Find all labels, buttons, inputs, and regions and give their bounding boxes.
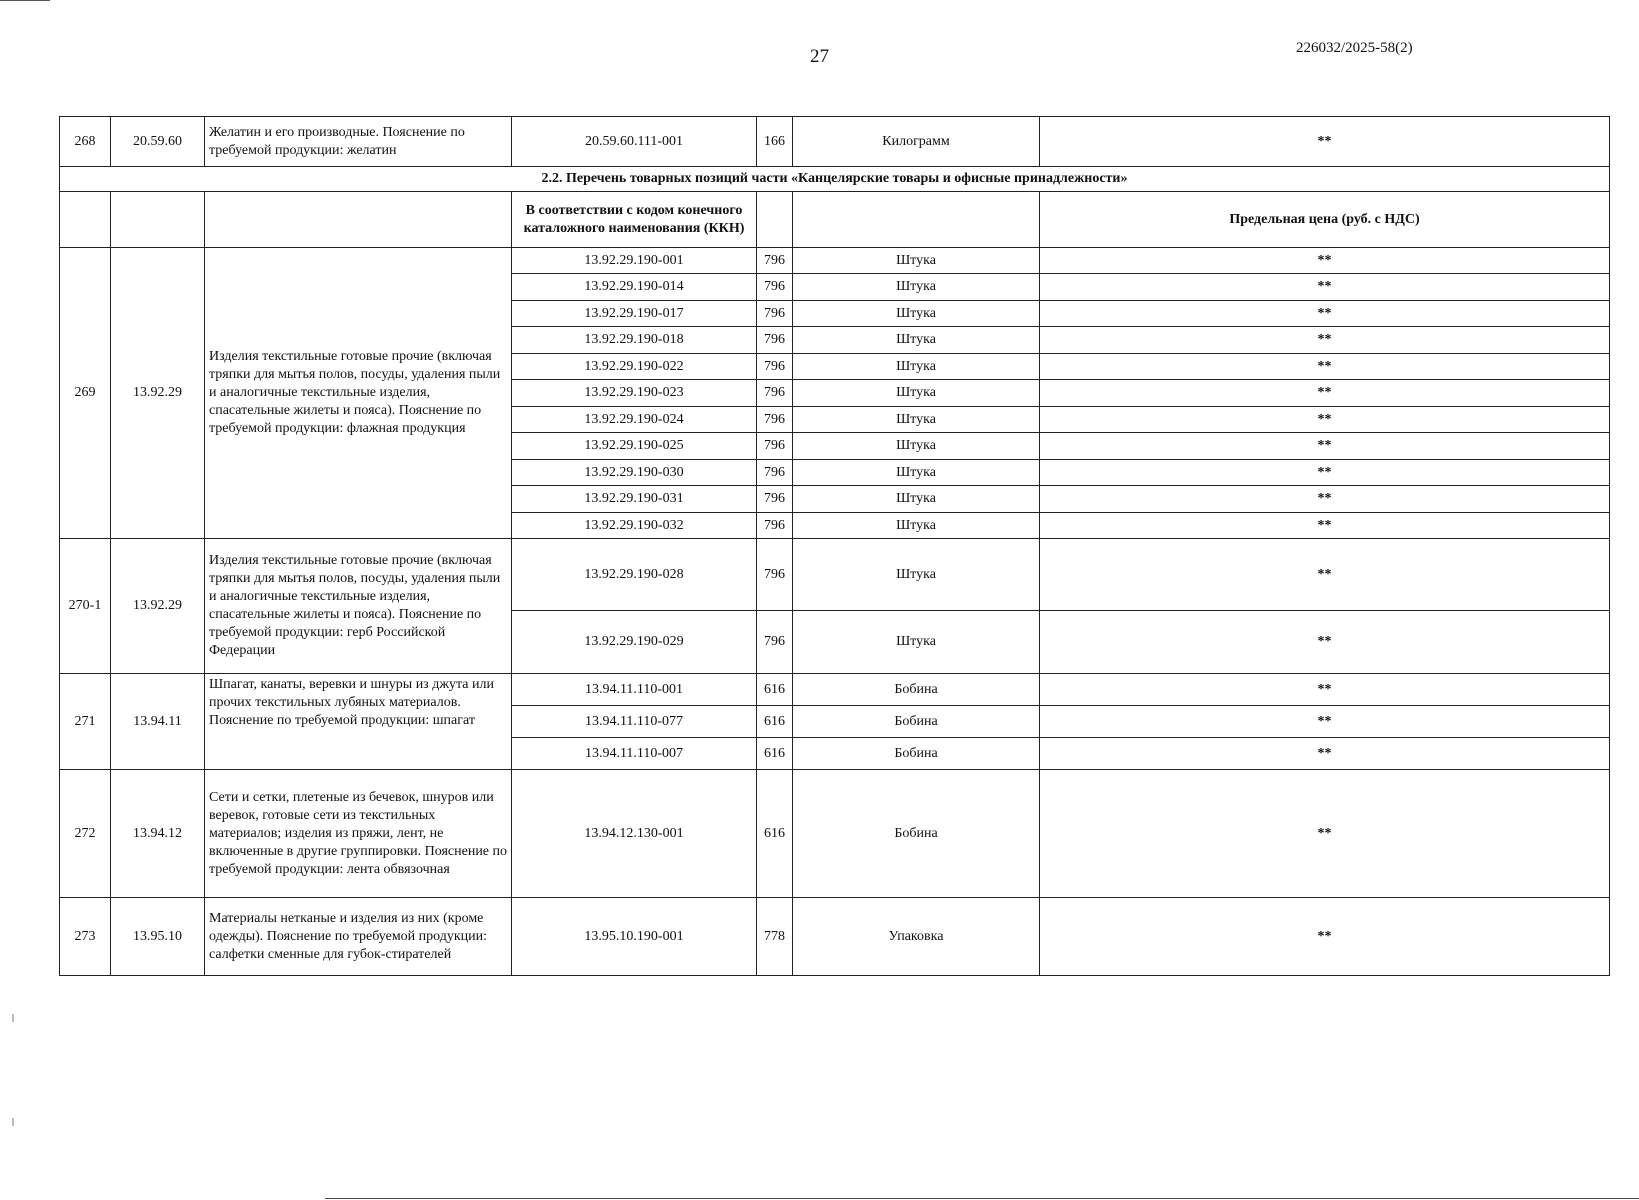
price-value: **: [1040, 674, 1610, 706]
product-name: Материалы нетканые и изделия из них (кроме одежды). Пояснение по требуемой продукции: салфетки сменные для губок-стирателей: [205, 898, 512, 976]
price-value: **: [1040, 513, 1610, 539]
okei-code: 796: [757, 248, 793, 274]
scan-corner-mark: [0, 0, 50, 1]
unit-name: Штука: [793, 380, 1040, 407]
okpd-code: 13.95.10: [111, 898, 205, 976]
price-value: **: [1040, 380, 1610, 407]
table-row: [60, 539, 1610, 611]
okei-code: 796: [757, 301, 793, 327]
ktru-code: 13.95.10.190-001: [512, 898, 757, 976]
price-value: **: [1040, 611, 1610, 674]
unit-name: Штука: [793, 407, 1040, 433]
okpd-code: 13.92.29: [111, 248, 205, 539]
okei-code: 616: [757, 770, 793, 898]
table-row: [60, 117, 1610, 167]
row-number: 271: [60, 674, 111, 770]
unit-name: Штука: [793, 539, 1040, 611]
unit-name: Штука: [793, 611, 1040, 674]
header-cell-empty: [111, 192, 205, 248]
ktru-code: 13.92.29.190-032: [512, 513, 757, 539]
okei-code: 796: [757, 380, 793, 407]
document-id: 226032/2025-58(2): [1296, 40, 1413, 56]
product-name: Изделия текстильные готовые прочие (включая тряпки для мытья полов, посуды, удаления пыли и аналогичные текстильные изделия, спасательные жилеты и пояса). Пояснение по требуемой продукции: герб Российской Федерации: [205, 539, 512, 674]
price-value: **: [1040, 327, 1610, 354]
ktru-code: 13.94.11.110-001: [512, 674, 757, 706]
okpd-code: 13.94.11: [111, 674, 205, 770]
price-table: [59, 116, 1610, 976]
product-name: Шпагат, канаты, веревки и шнуры из джута или прочих текстильных лубяных материалов. Пояснение по требуемой продукции: шпагат: [205, 674, 512, 770]
okei-code: 796: [757, 274, 793, 301]
unit-name: Штука: [793, 327, 1040, 354]
product-name: Сети и сетки, плетеные из бечевок, шнуров или веревок, готовые сети из текстильных материалов; изделия из пряжи, лент, не включенные в другие группировки. Пояснение по требуемой продукции: лента обвязочная: [205, 770, 512, 898]
table-row: [60, 674, 1610, 706]
unit-name: Штука: [793, 301, 1040, 327]
price-value: **: [1040, 117, 1610, 167]
unit-name: Бобина: [793, 706, 1040, 738]
price-value: **: [1040, 706, 1610, 738]
unit-name: Штука: [793, 433, 1040, 460]
okei-code: 796: [757, 433, 793, 460]
header-price: Предельная цена (руб. с НДС): [1040, 192, 1610, 248]
header-cell-empty: [60, 192, 111, 248]
unit-name: Бобина: [793, 738, 1040, 770]
header-cell-empty: [205, 192, 512, 248]
okei-code: 796: [757, 539, 793, 611]
price-value: **: [1040, 770, 1610, 898]
unit-name: Штука: [793, 486, 1040, 513]
ktru-code: 13.92.29.190-022: [512, 354, 757, 380]
unit-name: Штука: [793, 513, 1040, 539]
okei-code: 616: [757, 674, 793, 706]
ktru-code: 13.92.29.190-023: [512, 380, 757, 407]
okei-code: 616: [757, 738, 793, 770]
product-name: Изделия текстильные готовые прочие (включая тряпки для мытья полов, посуды, удаления пыли и аналогичные текстильные изделия, спасательные жилеты и пояса). Пояснение по требуемой продукции: флажная продукция: [205, 248, 512, 539]
header-row: [60, 192, 1610, 248]
section-row: [60, 167, 1610, 192]
okei-code: 796: [757, 513, 793, 539]
row-number: 270-1: [60, 539, 111, 674]
section-title: 2.2. Перечень товарных позиций части «Канцелярские товары и офисные принадлежности»: [60, 167, 1610, 192]
okpd-code: 13.92.29: [111, 539, 205, 674]
okei-code: 796: [757, 611, 793, 674]
table-row: [60, 770, 1610, 898]
price-value: **: [1040, 539, 1610, 611]
header-cell-empty: [793, 192, 1040, 248]
ktru-code: 13.92.29.190-001: [512, 248, 757, 274]
okei-code: 796: [757, 407, 793, 433]
okei-code: 166: [757, 117, 793, 167]
row-number: 273: [60, 898, 111, 976]
ktru-code: 13.94.12.130-001: [512, 770, 757, 898]
price-value: **: [1040, 407, 1610, 433]
unit-name: Штука: [793, 354, 1040, 380]
price-value: **: [1040, 898, 1610, 976]
price-value: **: [1040, 274, 1610, 301]
unit-name: Штука: [793, 274, 1040, 301]
margin-tick: [12, 1014, 14, 1022]
price-value: **: [1040, 248, 1610, 274]
ktru-code: 13.94.11.110-007: [512, 738, 757, 770]
ktru-code: 13.92.29.190-024: [512, 407, 757, 433]
okpd-code: 20.59.60: [111, 117, 205, 167]
header-ktru: В соответствии с кодом конечного каталожного наименования (ККН): [512, 192, 757, 248]
product-name: Желатин и его производные. Пояснение по требуемой продукции: желатин: [205, 117, 512, 167]
price-value: **: [1040, 433, 1610, 460]
ktru-code: 13.92.29.190-029: [512, 611, 757, 674]
ktru-code: 13.92.29.190-014: [512, 274, 757, 301]
bottom-scan-line: [325, 1198, 1639, 1199]
price-value: **: [1040, 354, 1610, 380]
ktru-code: 13.92.29.190-025: [512, 433, 757, 460]
okei-code: 796: [757, 486, 793, 513]
okei-code: 796: [757, 354, 793, 380]
okei-code: 796: [757, 327, 793, 354]
unit-name: Штука: [793, 460, 1040, 486]
unit-name: Бобина: [793, 674, 1040, 706]
ktru-code: 13.92.29.190-017: [512, 301, 757, 327]
unit-name: Бобина: [793, 770, 1040, 898]
row-number: 269: [60, 248, 111, 539]
table-row: [60, 898, 1610, 976]
table-row: [60, 248, 1610, 274]
ktru-code: 13.92.29.190-031: [512, 486, 757, 513]
price-value: **: [1040, 486, 1610, 513]
ktru-code: 13.92.29.190-018: [512, 327, 757, 354]
margin-tick: [12, 1118, 14, 1126]
ktru-code: 13.94.11.110-077: [512, 706, 757, 738]
okei-code: 796: [757, 460, 793, 486]
price-value: **: [1040, 460, 1610, 486]
ktru-code: 13.92.29.190-028: [512, 539, 757, 611]
okpd-code: 13.94.12: [111, 770, 205, 898]
unit-name: Килограмм: [793, 117, 1040, 167]
row-number: 272: [60, 770, 111, 898]
unit-name: Упаковка: [793, 898, 1040, 976]
price-value: **: [1040, 301, 1610, 327]
row-number: 268: [60, 117, 111, 167]
unit-name: Штука: [793, 248, 1040, 274]
okei-code: 616: [757, 706, 793, 738]
ktru-code: 13.92.29.190-030: [512, 460, 757, 486]
header-cell-empty: [757, 192, 793, 248]
ktru-code: 20.59.60.111-001: [512, 117, 757, 167]
page-number: 27: [810, 46, 829, 67]
price-value: **: [1040, 738, 1610, 770]
price-table-body: [60, 117, 1610, 976]
okei-code: 778: [757, 898, 793, 976]
